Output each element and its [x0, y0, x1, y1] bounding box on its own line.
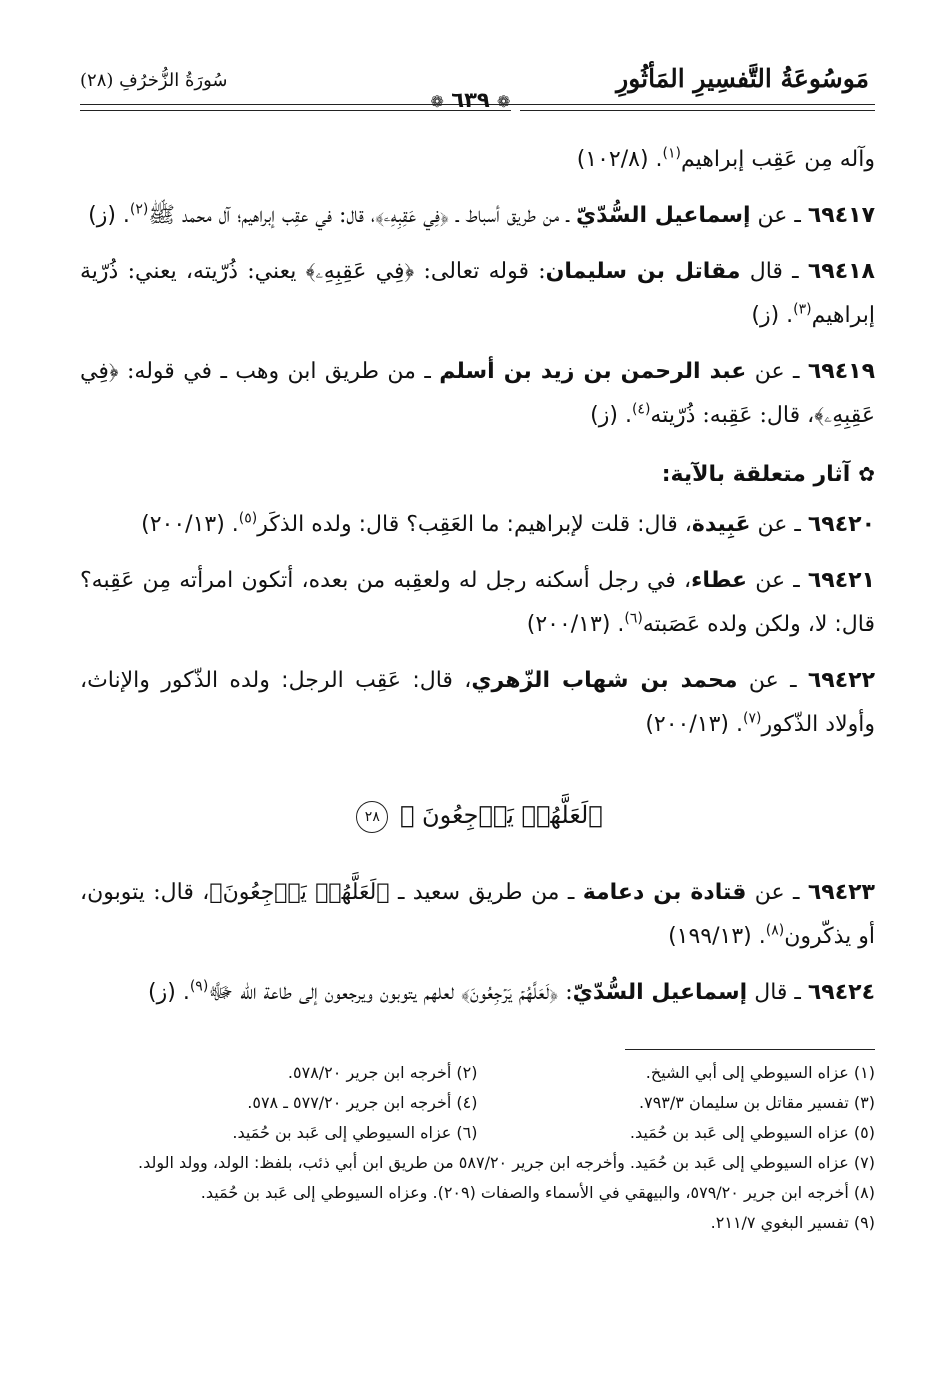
main-text — [80, 138, 875, 1027]
footnote-ref[interactable]: (٧) — [743, 710, 762, 727]
narration-69424: ٦٩٤٢٤ ـ قال إسماعيل السُّدّيّ: ﴿لَعَلَّهُمۡ يَرۡجِعُونَ﴾ لعلهم يتوبون ويرجعون إلى طاعة الله ﷻ$^{(٩)}$. (ز) — [148, 978, 875, 1005]
footnote-ref[interactable]: (١) — [662, 145, 682, 162]
footnote-2: (٢) أخرجه ابن جرير ٥٧٨/٢٠. — [287, 1063, 478, 1082]
narrator-name: محمد بن شهاب الزّهري — [471, 668, 738, 693]
ornament-icon: ❁ — [430, 92, 444, 111]
footnote-ref[interactable]: (٢) — [129, 201, 149, 218]
footnote-ref[interactable]: (٦) — [624, 610, 643, 627]
footnote-8: (٨) أخرجه ابن جرير ٥٧٩/٢٠، والبيهقي في الأسماء والصفات (٢٠٩). وعزاه السيوطي إلى عَبد بن حُمَيد. — [200, 1183, 875, 1202]
ornament-icon: ❁ — [497, 92, 511, 111]
section-heading: ✿آثار متعلقة بالآية: — [661, 462, 875, 487]
footnote-4: (٤) أخرجه ابن جرير ٥٧٧/٢٠ ـ ٥٧٨. — [247, 1093, 478, 1112]
narration-number: ٦٩٤٢١ — [807, 568, 875, 593]
narration-69421: ٦٩٤٢١ ـ عن عطاء، في رجل أسكنه رجل له ولعقِبه من بعده، أتكون امرأته مِن عَقِبه؟ قال: لا، ولكن ولده عَصَبته$^{(٦)}$. (٢٠٠/١٣) — [80, 568, 875, 637]
footnote-ref[interactable]: (٨) — [765, 922, 785, 939]
narration-69422: ٦٩٤٢٢ ـ عن محمد بن شهاب الزّهري، قال: عَقِب الرجل: ولده الذّكور والإناث، وأولاد الذّكور$^{(٧)}$. (٢٠٠/١٣) — [80, 668, 875, 737]
narrator-name: عطاء — [691, 568, 748, 593]
footnote-ref[interactable]: (٣) — [793, 301, 812, 318]
verse-number: ٢٨ — [356, 801, 388, 833]
continuation-paragraph: وآله مِن عَقِب إبراهيم$^{(١)}$. (١٠٢/٨) — [576, 145, 875, 172]
narration-number: ٦٩٤٢٠ — [807, 512, 875, 537]
narration-number: ٦٩٤١٨ — [807, 259, 875, 284]
book-title: مَوسُوعَةُ التَّفسِيرِ المَأثُورِ — [616, 64, 869, 93]
footnotes — [80, 1058, 875, 1238]
footnote-7: (٧) عزاه السيوطي إلى عَبد بن حُمَيد. وأخرجه ابن جرير ٥٨٧/٢٠ من طريق ابن أبي ذئب، بلفظ: الولد، وولد الولد. — [138, 1153, 875, 1172]
narration-number: ٦٩٤٢٣ — [807, 880, 875, 905]
page-number: ٦٣٩ — [451, 88, 490, 112]
footnote-3: (٣) تفسير مقاتل بن سليمان ٧٩٣/٣. — [639, 1093, 875, 1112]
verse-text: ﴿لَعَلَّهُمۡ يَرۡجِعُونَ ﴾ — [399, 801, 603, 829]
footnote-row — [80, 1058, 875, 1088]
footnote-row — [80, 1088, 875, 1118]
narration-69417: ٦٩٤١٧ ـ عن إسماعيل السُّدّيّ ـ من طريق أسباط ـ ﴿فِي عَقِبِهِۦ﴾، قال: في عقِب إبراهيم؛ آل محمد ﷺ$^{(٢)}$. (ز) — [88, 201, 875, 228]
narration-69420: ٦٩٤٢٠ ـ عن عَبِيدة، قال: قلت لإبراهيم: ما العَقِب؟ قال: ولده الذكَر$^{(٥)}$. (٢٠٠/١٣) — [141, 510, 875, 537]
narration-69419: ٦٩٤١٩ ـ عن عبد الرحمن بن زيد بن أسلم ـ من طريق ابن وهب ـ في قوله: ﴿فِي عَقِبِهِۦ﴾، قال: عَقِبه: ذُرّيته$^{(٤)}$. (ز) — [80, 359, 875, 428]
narrator-name: إسماعيل السُّدّيّ — [575, 203, 751, 228]
narration-number: ٦٩٤١٩ — [807, 359, 875, 384]
footnote-9: (٩) تفسير البغوي ٢١١/٧. — [710, 1213, 875, 1232]
quran-verse-heading — [80, 793, 875, 837]
narration-number: ٦٩٤٢٢ — [807, 668, 875, 693]
narrator-name: مقاتل بن سليمان — [545, 259, 741, 284]
surah-title: سُورَةُ الزُّخرُفِ (٢٨) — [80, 70, 228, 91]
narration-69418: ٦٩٤١٨ ـ قال مقاتل بن سليمان: قوله تعالى: ﴿فِي عَقِبِهِۦ﴾ يعني: ذُرّيته، يعني: ذُرّية إبراهيم$^{(٣)}$. (ز) — [80, 259, 875, 328]
flower-icon: ✿ — [858, 462, 875, 486]
footnote-ref[interactable]: (٩) — [189, 978, 209, 995]
footnote-row — [80, 1118, 875, 1148]
narrator-name: عَبِيدة — [691, 512, 751, 537]
narrator-name: عبد الرحمن بن زيد بن أسلم — [439, 359, 747, 384]
footnote-5: (٥) عزاه السيوطي إلى عَبد بن حُمَيد. — [629, 1123, 875, 1142]
footnote-separator — [625, 1049, 875, 1050]
narrator-name: قتادة بن دعامة — [582, 880, 747, 905]
page-number-bar — [0, 88, 941, 112]
footnote-ref[interactable]: (٤) — [631, 401, 651, 418]
narration-number: ٦٩٤٢٤ — [807, 980, 875, 1005]
narrator-name: إسماعيل السُّدّيّ — [572, 980, 748, 1005]
narration-69423: ٦٩٤٢٣ ـ عن قتادة بن دعامة ـ من طريق سعيد ـ ﴿لَعَلَّهُمۡ يَرۡجِعُونَ﴾، قال: يتوبون، أو يذكّرون$^{(٨)}$. (١٩٩/١٣) — [80, 880, 875, 949]
footnote-ref[interactable]: (٥) — [238, 510, 258, 527]
footnote-1: (١) عزاه السيوطي إلى أبي الشيخ. — [645, 1063, 875, 1082]
footnote-6: (٦) عزاه السيوطي إلى عَبد بن حُمَيد. — [232, 1123, 478, 1142]
narration-number: ٦٩٤١٧ — [807, 203, 875, 228]
